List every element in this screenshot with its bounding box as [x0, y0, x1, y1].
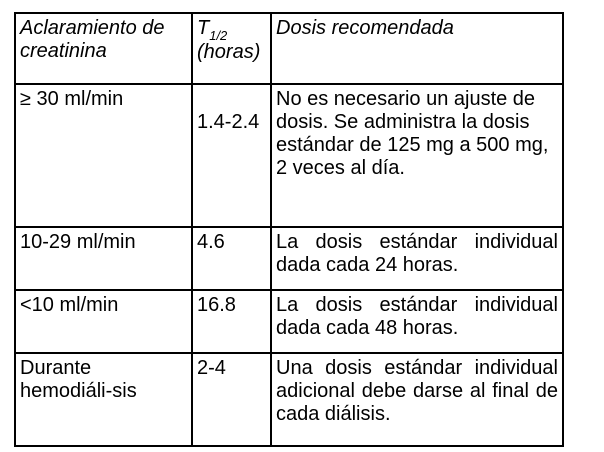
dose-cell: No es necesario un ajuste de dosis. Se administra la dosis estándar de 125 mg a 500 mg, 2 veces al día.: [271, 84, 563, 227]
header-half-life: [192, 13, 271, 84]
clearance-cell: 10-29 ml/min: [15, 227, 192, 290]
clearance-cell: <10 ml/min: [15, 290, 192, 353]
clearance-cell: ≥ 30 ml/min: [15, 84, 192, 227]
clearance-cell: Durante hemodiáli-sis: [15, 353, 192, 446]
half-life-cell: 16.8: [192, 290, 271, 353]
half-life-unit: (horas): [197, 41, 261, 63]
table-row: [15, 84, 563, 227]
dose-cell: Una dosis estándar individual adicional debe darse al final de cada diálisis.: [271, 353, 563, 446]
table-row: [15, 227, 563, 290]
half-life-subscript: 1/2: [209, 28, 228, 43]
dosage-table: [14, 12, 564, 447]
header-clearance: Aclaramiento de creatinina: [15, 13, 192, 84]
half-life-symbol: T: [197, 17, 210, 39]
table-header-row: [15, 13, 563, 84]
half-life-cell: 1.4-2.4: [192, 84, 271, 227]
dose-cell: La dosis estándar individual dada cada 24 horas.: [271, 227, 563, 290]
half-life-cell: 2-4: [192, 353, 271, 446]
table-row: [15, 353, 563, 446]
header-dose: Dosis recomendada: [271, 13, 563, 84]
half-life-cell: 4.6: [192, 227, 271, 290]
table-row: [15, 290, 563, 353]
dose-cell: La dosis estándar individual dada cada 48 horas.: [271, 290, 563, 353]
